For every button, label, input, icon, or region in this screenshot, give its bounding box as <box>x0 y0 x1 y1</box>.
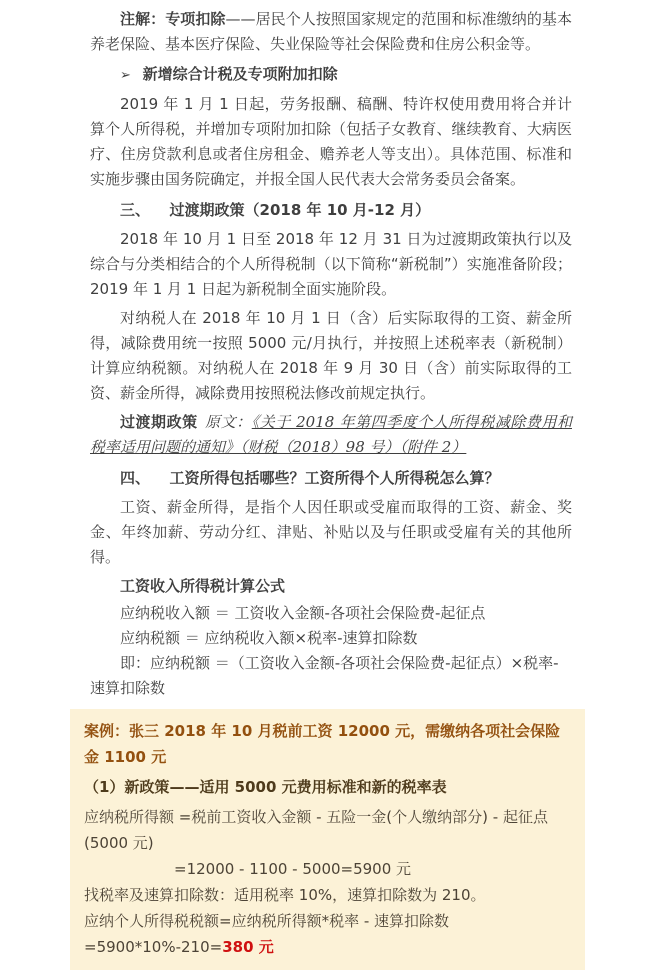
case-example-box <box>70 709 585 970</box>
formula-heading: 工资收入所得税计算公式 <box>120 577 286 595</box>
policy-document-link[interactable]: 《关于 2018 年第四季度个人所得税减除费用和税率适用问题的通知》（财税（2018）98 号）（附件 2） <box>90 413 572 456</box>
section-title: 工资所得包括哪些？工资所得个人所得税怎么算？ <box>169 469 500 487</box>
formula-combined: 即：应纳税额 ＝（工资收入金额-各项社会保险费-起征点）×税率-速算扣除数 <box>90 654 559 697</box>
arrow-bullet-icon: ➢ <box>120 68 131 83</box>
section-heading-4 <box>90 466 572 491</box>
bullet-heading <box>90 62 572 88</box>
text-column <box>90 7 572 701</box>
policy-reference-label: 过渡期政策 <box>120 413 198 431</box>
paragraph-transition-2: 对纳税人在 2018 年 10 月 1 日（含）后实际取得的工资、薪金所得，减除费用统一按照 5000 元/月执行，并按照上述税率表（新税制）计算应纳税额。对纳税人在 2018 年 9 月 30 日（含）前实际取得的工资、薪金所得，减除费用按照税法修改前规定执行。 <box>90 309 572 402</box>
case-calculation-line: 应纳税所得额 =税前工资收入金额 - 五险一金(个人缴纳部分) - 起征点(5000 元) <box>84 808 548 852</box>
note-text: ——居民个人按照国家规定的范围和标准缴纳的基本养老保险、基本医疗保险、失业保险等社会保险费和住房公积金等。 <box>90 10 572 53</box>
policy-reference-prefix: 原文： <box>205 413 252 431</box>
paragraph-2019-policy: 2019 年 1 月 1 日起，劳务报酬、稿酬、特许权使用费用将合并计算个人所得税，并增加专项附加扣除（包括子女教育、继续教育、大病医疗、住房贷款利息或者住房租金、赡养老人等支出）。具体范围、标准和实施步骤由国务院确定，并报全国人民代表大会常务委员会备案。 <box>90 95 572 188</box>
note-lead: 注解：专项扣除 <box>120 10 226 28</box>
case-title: 案例：张三 2018 年 10 月税前工资 12000 元，需缴纳各项社会保险金 1100 元 <box>84 722 561 766</box>
paragraph-transition-1: 2018 年 10 月 1 日至 2018 年 12 月 31 日为过渡期政策执行以及综合与分类相结合的个人所得税制（以下简称“新税制”）实施准备阶段； 2019 年 1 月 1 日起为新税制全面实施阶段。 <box>90 230 572 298</box>
bullet-heading-label: 新增综合计税及专项附加扣除 <box>142 65 338 83</box>
formula-tax-amount: 应纳税额 ＝ 应纳税收入额×税率-速算扣除数 <box>120 629 418 647</box>
section-number: 三、 <box>120 201 151 219</box>
formula-taxable-income: 应纳税收入额 ＝ 工资收入金额-各项社会保险费-起征点 <box>120 604 486 622</box>
case-final-formula: 应纳个人所得税税额=应纳税所得额*税率 - 速算扣除数=5900*10%-210= <box>84 912 450 956</box>
case-calculation-line: 找税率及速算扣除数：适用税率 10%，速算扣除数为 210。 <box>84 886 486 904</box>
note-paragraph <box>90 7 572 57</box>
case-calculation-line: =12000 - 1100 - 5000=5900 元 <box>174 860 412 878</box>
section-number: 四、 <box>120 469 151 487</box>
case-result-highlight: 380 元 <box>222 938 274 956</box>
paragraph-salary-definition: 工资、薪金所得，是指个人因任职或受雇而取得的工资、薪金、奖金、年终加薪、劳动分红、津贴、补贴以及与任职或受雇有关的其他所得。 <box>90 498 572 566</box>
case-calculation-line <box>84 908 571 960</box>
case-subtitle: （1）新政策——适用 5000 元费用标准和新的税率表 <box>84 778 447 796</box>
policy-reference <box>90 410 572 460</box>
section-heading-3 <box>90 198 572 223</box>
section-title: 过渡期政策（2018 年 10 月-12 月） <box>169 201 431 219</box>
